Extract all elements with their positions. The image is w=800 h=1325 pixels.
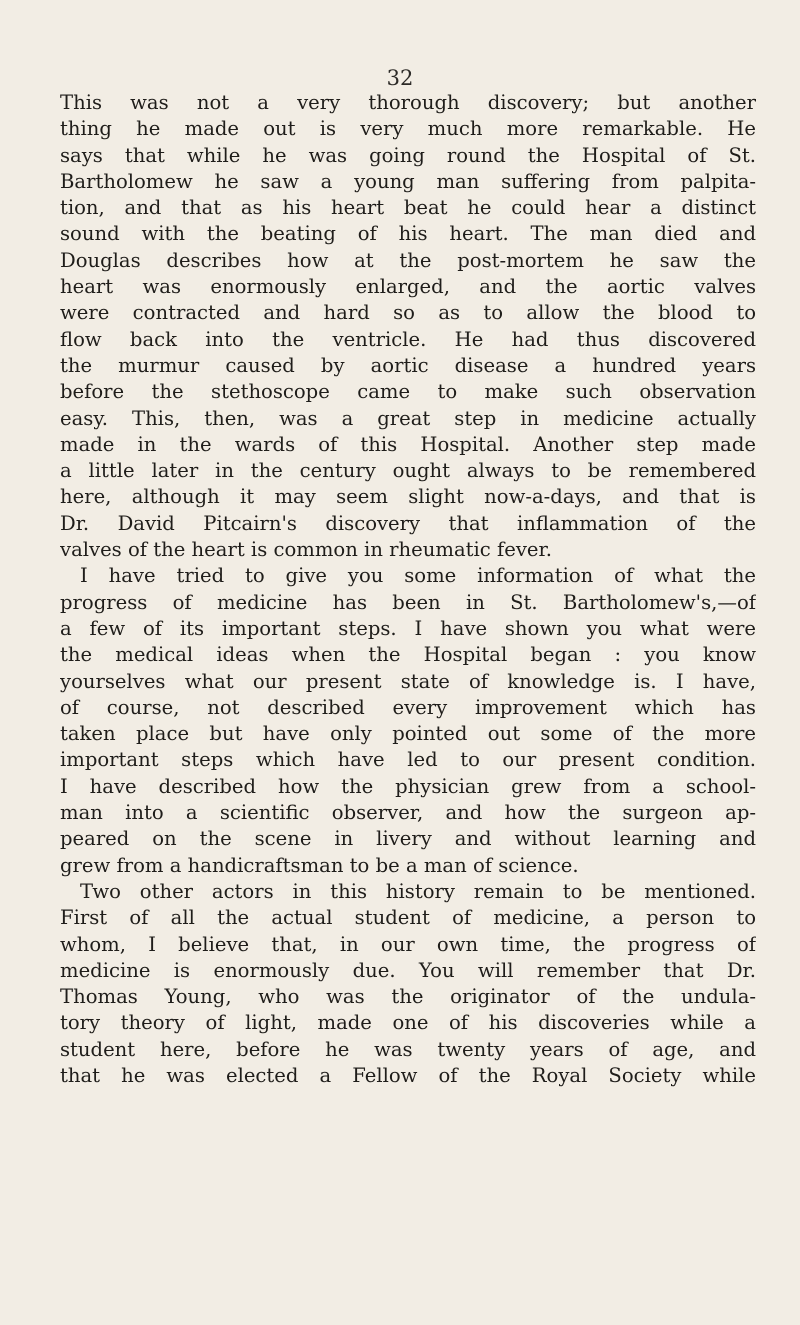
text-line: the murmur caused by aortic disease a hundred years — [60, 353, 756, 377]
text-line: that he was elected a Fellow of the Royal Society while — [60, 1063, 756, 1087]
text-line: student here, before he was twenty years of age, and — [60, 1037, 756, 1061]
text-line: Douglas describes how at the post-mortem he saw the — [60, 248, 756, 272]
text-line: Bartholomew he saw a young man suffering from palpita- — [60, 169, 756, 193]
text-line: says that while he was going round the Hospital of St. — [60, 143, 756, 167]
text-line: a little later in the century ought always to be remembered — [60, 459, 756, 483]
text-line: important steps which have led to our present condition. — [60, 748, 756, 772]
page-number: 32 — [386, 66, 414, 90]
text-line: This was not a very thorough discovery; but another — [60, 91, 756, 114]
text-line: were contracted and hard so as to allow the blood to — [60, 301, 756, 325]
text-line: heart was enormously enlarged, and the aortic valves — [60, 275, 756, 299]
text-line: Thomas Young, who was the originator of the undula- — [60, 985, 756, 1009]
text-line: First of all the actual student of medicine, a person to — [60, 906, 756, 930]
text-line: Dr. David Pitcairn's discovery that inflammation of the — [60, 511, 756, 535]
text-line: I have tried to give you some information of what the — [80, 564, 756, 588]
text-line: whom, I believe that, in our own time, the progress of — [60, 932, 756, 956]
text-line: of course, not described every improvement which has — [60, 695, 756, 719]
text-line: peared on the scene in livery and without learning and — [60, 827, 756, 851]
text-line: here, although it may seem slight now-a-days, and that is — [60, 485, 756, 509]
text-line: a few of its important steps. I have shown you what were — [60, 616, 756, 640]
text-line: tion, and that as his heart beat he could hear a distinct — [60, 196, 756, 220]
text-line: medicine is enormously due. You will remember that Dr. — [60, 958, 756, 982]
text-line: taken place but have only pointed out some of the more — [60, 722, 756, 746]
text-line: valves of the heart is common in rheumatic fever. — [60, 538, 552, 562]
text-line: flow back into the ventricle. He had thus discovered — [60, 327, 756, 351]
text-line: I have described how the physician grew from a school- — [60, 774, 756, 798]
text-line: before the stethoscope came to make such observation — [60, 380, 756, 404]
text-line: easy. This, then, was a great step in medicine actually — [60, 406, 756, 430]
text-line: progress of medicine has been in St. Bartholomew's,—of — [60, 590, 756, 614]
text-line: sound with the beating of his heart. The man died and — [60, 222, 756, 246]
text-line: thing he made out is very much more remarkable. He — [60, 117, 756, 141]
text-line: Two other actors in this history remain to be mentioned. — [80, 879, 756, 903]
text-line: made in the wards of this Hospital. Another step made — [60, 432, 756, 456]
text-line: yourselves what our present state of knowledge is. I have, — [60, 669, 756, 693]
text-line: man into a scientific observer, and how the surgeon ap- — [60, 801, 756, 825]
body-text — [60, 90, 756, 1089]
text-line: tory theory of light, made one of his discoveries while a — [60, 1011, 756, 1035]
text-line: grew from a handicraftsman to be a man of science. — [60, 853, 579, 877]
text-line: the medical ideas when the Hospital began : you know — [60, 643, 756, 667]
